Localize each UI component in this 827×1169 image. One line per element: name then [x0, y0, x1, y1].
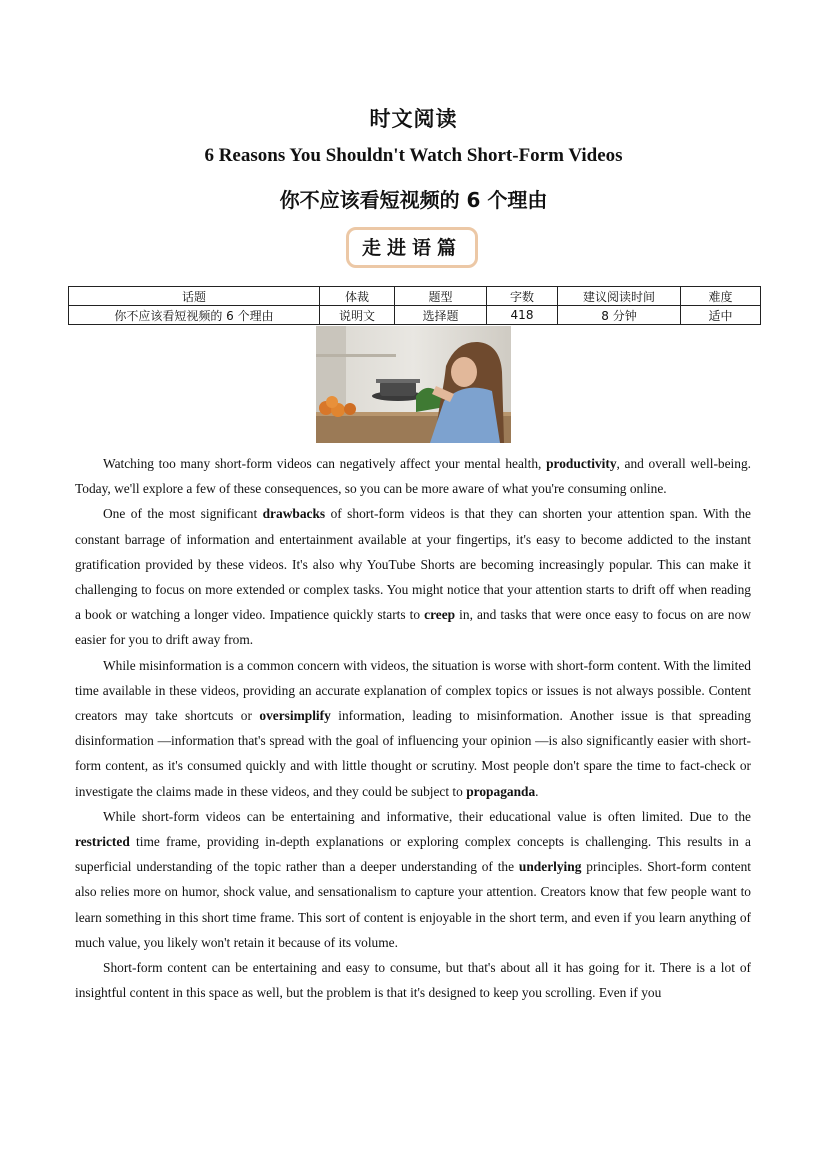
- keyword-restricted: restricted: [75, 834, 130, 850]
- header-cell-question-type: 题型: [395, 287, 487, 306]
- paragraph-3: [75, 653, 751, 804]
- value-cell-reading-time: 8 分钟: [558, 306, 681, 325]
- paragraph-4-text-mid: time frame, providing in-depth explanations or exploring complex concepts is challenging. This results in a superficial understanding of the topic rather than a deeper understanding of the: [75, 834, 751, 875]
- paragraph-1-text: Watching too many short-form videos can negatively affect your mental health,: [103, 456, 547, 471]
- keyword-productivity: productivity: [546, 456, 617, 471]
- paragraph-3-text-end: .: [535, 783, 539, 799]
- paragraph-5: [75, 955, 751, 1005]
- header-cell-topic: 话题: [69, 287, 320, 306]
- article-title-english: 6 Reasons You Shouldn't Watch Short-Form Videos: [204, 145, 623, 166]
- header-cell-genre: 体裁: [320, 287, 395, 306]
- article-title-chinese: 你不应该看短视频的 6 个理由: [279, 188, 548, 212]
- header-cell-word-count: 字数: [487, 287, 558, 306]
- paragraph-4-text-end: principles. Short-form content also relies more on humor, shock value, and sensationalism to capture your attention. Creators know that few people want to learn something in this short time frame. This sort of content is enjoyable in the short term, and even if you learn anything of much value, you likely won't retain it because of its volume.: [75, 859, 751, 950]
- article-photo: [316, 326, 511, 443]
- paragraph-3-text: While misinformation is a common concern with videos, the situation is worse with short-form content. With the limited time available in these videos, providing an accurate explanation of complex topics or issues is not always possible. Content creators may take shortcuts or: [75, 657, 751, 724]
- paragraph-1: [75, 451, 751, 501]
- keyword-underlying: underlying: [518, 859, 582, 875]
- paragraph-2-text: One of the most significant: [103, 506, 263, 522]
- keyword-oversimplify: oversimplify: [259, 708, 331, 724]
- value-cell-question-type: 选择题: [395, 306, 487, 325]
- paragraph-1-text-end: , and overall well-being. Today, we'll explore a few of these consequences, so you can be more aware of what you're consuming online.: [75, 456, 751, 497]
- keyword-propaganda: propaganda: [466, 783, 536, 799]
- section-badge: [346, 227, 478, 268]
- paragraph-4: [75, 804, 751, 955]
- paragraph-4-text: While short-form videos can be entertaining and informative, their educational value is often limited. Due to the: [103, 808, 751, 824]
- paragraph-2-text-mid: of short-form videos is that they can shorten your attention span. With the constant barrage of information and entertainment available at your fingertips, it's easy to become addicted to the instant gratification provided by these videos. It's also why YouTube Shorts are becoming increasingly popular. This can make it challenging to focus on more extended or complex tasks. You might notice that your attention starts to drift off when reading a book or watching a longer video. Impatience quickly starts to: [75, 506, 751, 623]
- section-badge-label: 走进语篇: [361, 237, 462, 259]
- paragraph-2-text-end: in, and tasks that were once easy to focus on are now easier for you to drift away from.: [75, 607, 751, 648]
- value-cell-difficulty: 适中: [681, 306, 761, 325]
- paragraph-2: [75, 501, 751, 652]
- info-table-value-row: [69, 306, 761, 325]
- value-cell-genre: 说明文: [320, 306, 395, 325]
- section-label: 时文阅读: [369, 107, 458, 131]
- paragraph-5-text: Short-form content can be entertaining and easy to consume, but that's about all it has going for it. There is a lot of insightful content in this space as well, but the problem is that it's designed to keep you scrolling. Even if you: [75, 960, 751, 1001]
- value-cell-word-count: 418: [487, 306, 558, 325]
- info-table-header-row: [69, 287, 761, 306]
- header-cell-reading-time: 建议阅读时间: [558, 287, 681, 306]
- paragraph-3-text-mid: information, leading to misinformation. Another issue is that spreading disinformation —information that's spread with the goal of influencing your opinion —is also significantly easier with short-form content, as it's consumed quickly and with little thought or scrutiny. Most people don't spare the time to fact-check or investigate the claims made in these videos, and they could be subject to: [75, 708, 751, 799]
- header-cell-difficulty: 难度: [681, 287, 761, 306]
- info-table: [68, 286, 761, 325]
- keyword-drawbacks: drawbacks: [262, 506, 326, 522]
- keyword-creep: creep: [424, 607, 456, 623]
- article-body: [75, 451, 751, 1005]
- value-cell-topic: 你不应该看短视频的 6 个理由: [69, 306, 320, 325]
